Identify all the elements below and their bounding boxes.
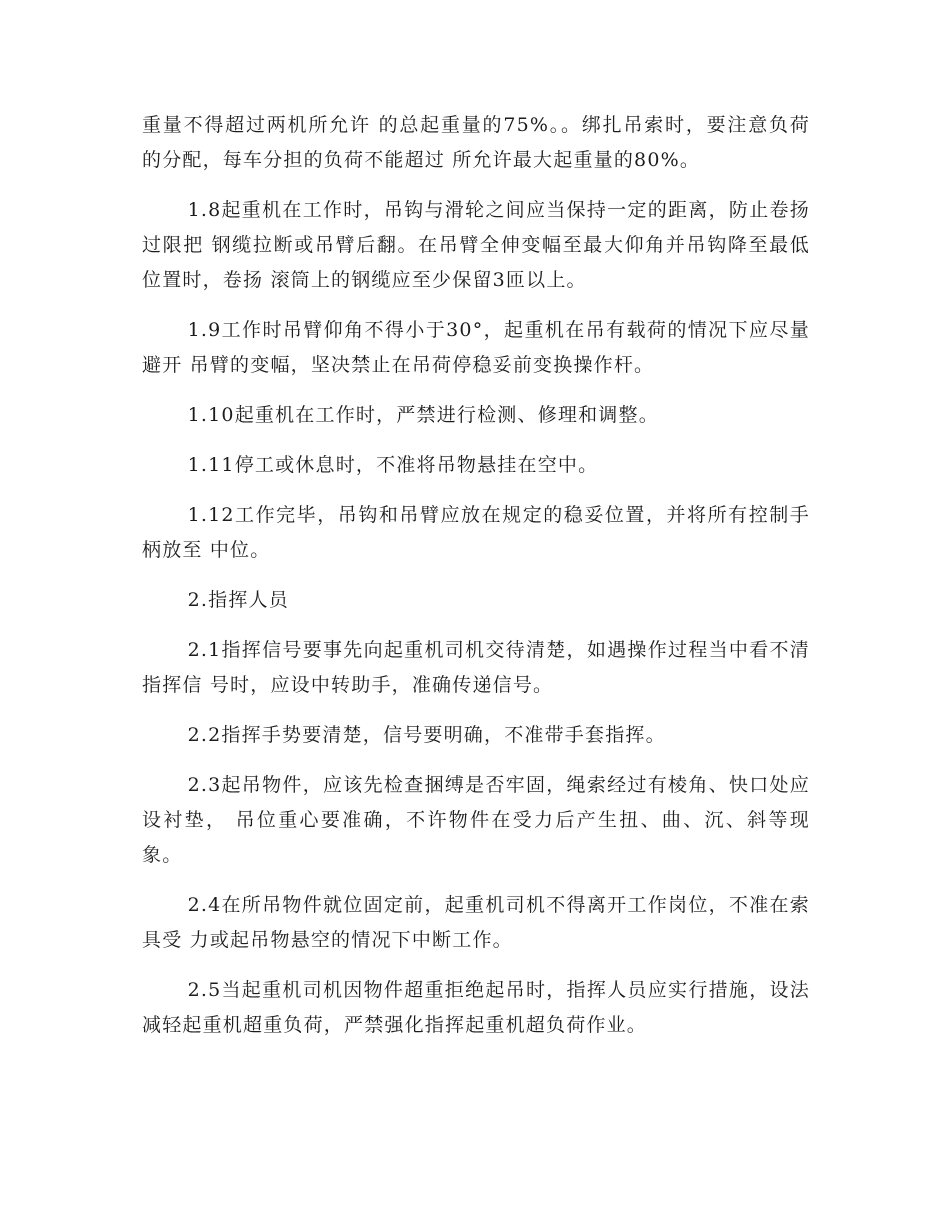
paragraph-1-8: 1.8起重机在工作时，吊钩与滑轮之间应当保持一定的距离，防止卷扬过限把 钢缆拉断或吊臂后翻。在吊臂全伸变幅至最大仰角并吊钩降至最低位置时，卷扬 滚筒上的钢缆应至少保留3匝以上。 — [142, 199, 810, 291]
paragraph-load-distribution: 重量不得超过两机所允许 的总起重量的75%。。绑扎吊索时，要注意负荷的分配，每车分担的负荷不能超过 所允许最大起重量的80%。 — [142, 114, 810, 171]
paragraph-1-12: 1.12工作完毕，吊钩和吊臂应放在规定的稳妥位置，并将所有控制手柄放至 中位。 — [142, 504, 810, 561]
section-heading-commander: 2.指挥人员 — [187, 589, 289, 611]
paragraph-1-9: 1.9工作时吊臂仰角不得小于30°，起重机在吊有载荷的情况下应尽量避开 吊臂的变幅，坚决禁止在吊荷停稳妥前变换操作杆。 — [142, 319, 810, 376]
document-body — [142, 108, 810, 1058]
paragraph-2-2: 2.2指挥手势要清楚，信号要明确，不准带手套指挥。 — [187, 724, 666, 746]
paragraph-1-11: 1.11停工或休息时，不准将吊物悬挂在空中。 — [187, 454, 599, 476]
paragraph-2-5: 2.5当起重机司机因物件超重拒绝起吊时，指挥人员应实行措施，设法减轻起重机超重负荷，严禁强化指挥起重机超负荷作业。 — [142, 979, 810, 1036]
paragraph-2-4: 2.4在所吊物件就位固定前，起重机司机不得离开工作岗位，不准在索具受 力或起吊物悬空的情况下中断工作。 — [142, 894, 810, 951]
paragraph-2-1: 2.1指挥信号要事先向起重机司机交待清楚，如遇操作过程当中看不清指挥信 号时，应设中转助手，准确传递信号。 — [142, 639, 810, 696]
paragraph-1-10: 1.10起重机在工作时，严禁进行检测、修理和调整。 — [187, 404, 659, 426]
paragraph-2-3: 2.3起吊物件，应该先检查捆缚是否牢固，绳索经过有棱角、快口处应设衬垫， 吊位重心要准确，不许物件在受力后产生扭、曲、沉、斜等现象。 — [142, 774, 810, 866]
